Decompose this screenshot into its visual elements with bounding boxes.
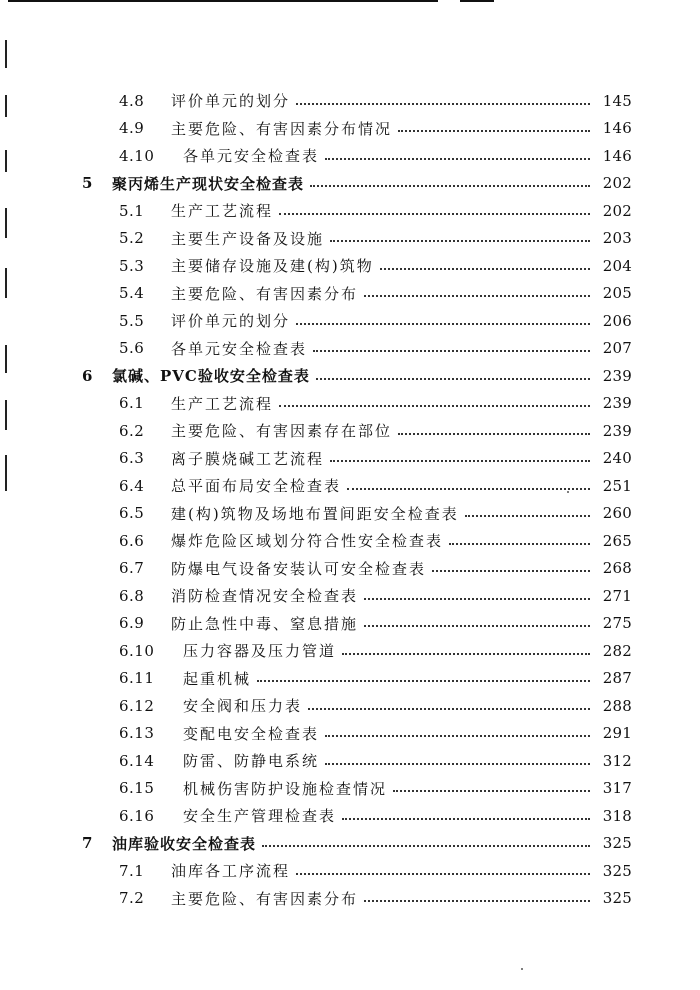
toc-title: 氯碱、PVC验收安全检查表 — [112, 367, 310, 385]
toc-page-number: 288 — [602, 696, 632, 715]
toc-page-number: 207 — [602, 339, 632, 357]
toc-chapter-row[interactable] — [82, 362, 632, 389]
toc-number: 6.15 — [119, 779, 155, 797]
toc-page-number: 206 — [602, 311, 632, 330]
toc-section-row[interactable] — [119, 637, 632, 664]
dot-leader — [308, 708, 590, 710]
toc-page-number: 325 — [602, 834, 632, 852]
toc-section-row[interactable] — [119, 775, 632, 802]
toc-section-row[interactable] — [119, 747, 632, 774]
toc-section-row[interactable] — [119, 307, 632, 334]
toc-page-number: 146 — [602, 146, 632, 165]
toc-section-row[interactable] — [119, 582, 632, 609]
toc-number: 6.6 — [119, 531, 145, 550]
top-rule — [8, 0, 438, 2]
dot-leader — [364, 295, 590, 297]
top-rule-short — [460, 0, 494, 2]
dot-leader — [364, 625, 590, 627]
dot-leader — [310, 185, 590, 187]
dot-leader — [465, 515, 590, 517]
toc-section-row[interactable] — [119, 115, 632, 142]
dot-leader — [432, 570, 590, 572]
toc-title: 油库各工序流程 — [171, 862, 291, 880]
toc-title: 防爆电气设备安装认可安全检查表 — [171, 559, 427, 578]
toc-page-number: 312 — [602, 751, 632, 770]
toc-number: 6.4 — [119, 476, 145, 495]
toc-page-number: 265 — [602, 531, 632, 550]
toc-section-row[interactable] — [119, 280, 632, 307]
toc-title: 爆炸危险区域划分符合性安全检查表 — [171, 532, 444, 550]
dot-leader — [325, 763, 590, 765]
toc-number: 6.16 — [119, 806, 155, 825]
toc-title: 安全生产管理检查表 — [183, 807, 337, 825]
toc-number: 6.13 — [119, 724, 155, 742]
toc-section-row[interactable] — [119, 527, 632, 554]
toc-section-row[interactable] — [119, 225, 632, 252]
margin-bar — [5, 150, 7, 172]
toc-page-number: 205 — [602, 284, 632, 302]
toc-number: 7 — [82, 834, 93, 852]
toc-section-row[interactable] — [119, 692, 632, 719]
toc-page-number: 240 — [602, 449, 632, 467]
toc-number: 5.5 — [119, 311, 145, 330]
toc-page-number: 145 — [602, 91, 632, 110]
toc-title: 离子膜烧碱工艺流程 — [171, 449, 325, 468]
toc-section-row[interactable] — [119, 472, 632, 499]
toc-title: 各单元安全检查表 — [171, 339, 308, 358]
toc-number: 6.10 — [119, 641, 155, 660]
toc-number: 7.2 — [119, 889, 145, 907]
dot-leader — [296, 873, 590, 875]
toc-section-row[interactable] — [119, 142, 632, 169]
toc-number: 5 — [82, 174, 93, 192]
toc-number: 6.11 — [119, 669, 155, 687]
dot-leader — [296, 103, 590, 105]
toc-title: 主要危险、有害因素存在部位 — [171, 422, 393, 440]
toc-number: 5.1 — [119, 201, 145, 220]
toc-section-row[interactable] — [119, 885, 632, 912]
toc-number: 5.2 — [119, 229, 145, 247]
margin-bar — [5, 455, 7, 491]
toc-title: 建(构)筑物及场地布置间距安全检查表 — [171, 504, 459, 523]
margin-bar — [5, 268, 7, 298]
toc-section-row[interactable] — [119, 335, 632, 362]
dot-leader — [347, 488, 590, 490]
toc-section-row[interactable] — [119, 197, 632, 224]
toc-title: 生产工艺流程 — [171, 394, 274, 413]
toc-section-row[interactable] — [119, 445, 632, 472]
toc-number: 4.10 — [119, 146, 155, 165]
toc-page-number: 202 — [602, 174, 632, 192]
toc-number: 5.3 — [119, 256, 145, 275]
toc-title: 评价单元的划分 — [171, 312, 291, 330]
toc-page-number: 282 — [602, 641, 632, 660]
toc-section-row[interactable] — [119, 417, 632, 444]
toc-page-number: 325 — [602, 861, 632, 880]
dot-leader — [316, 378, 590, 380]
toc-page-number: 202 — [602, 201, 632, 220]
dot-leader — [449, 543, 590, 545]
toc-page-number: 271 — [602, 586, 632, 605]
toc-title: 油库验收安全检查表 — [112, 834, 257, 853]
toc-page-number: 260 — [602, 504, 632, 522]
toc-number: 6.14 — [119, 751, 155, 770]
dot-leader — [325, 735, 590, 737]
toc-page-number: 275 — [602, 614, 632, 632]
margin-bar — [5, 400, 7, 430]
toc-page-number: 318 — [602, 806, 632, 825]
toc-title: 主要危险、有害因素分布 — [171, 284, 359, 303]
toc-page-number: 317 — [602, 779, 632, 797]
margin-bar — [5, 208, 7, 238]
toc-title: 防止急性中毒、窒息措施 — [171, 614, 359, 633]
dot-leader — [364, 598, 590, 600]
toc-title: 压力容器及压力管道 — [183, 642, 337, 660]
toc-number: 7.1 — [119, 861, 145, 880]
dot-leader — [380, 268, 590, 270]
toc-title: 主要生产设备及设施 — [171, 229, 325, 248]
dot-leader — [325, 158, 590, 160]
toc-number: 6.2 — [119, 421, 145, 440]
toc-title: 主要危险、有害因素分布 — [171, 889, 359, 908]
toc-number: 6.8 — [119, 586, 145, 605]
toc-title: 主要危险、有害因素分布情况 — [171, 119, 393, 138]
toc-section-row[interactable] — [119, 610, 632, 637]
toc-page-number: 239 — [602, 366, 632, 385]
toc-title: 安全阀和压力表 — [183, 697, 303, 715]
toc-page-number: 204 — [602, 256, 632, 275]
toc-section-row[interactable] — [119, 720, 632, 747]
toc-title: 聚丙烯生产现状安全检查表 — [112, 174, 305, 193]
dot-leader — [398, 130, 590, 132]
toc-title: 生产工艺流程 — [171, 202, 274, 220]
dot-leader — [342, 818, 590, 820]
toc-section-row[interactable] — [119, 665, 632, 692]
toc-page-number: 287 — [602, 669, 632, 687]
dot-leader — [296, 323, 590, 325]
toc-number: 6.7 — [119, 559, 145, 577]
toc-section-row[interactable] — [119, 857, 632, 884]
toc-page-number: 239 — [602, 421, 632, 440]
toc-page-number: 146 — [602, 119, 632, 137]
toc-number: 6.5 — [119, 504, 145, 522]
toc-chapter-row[interactable] — [82, 170, 632, 197]
toc-number: 4.8 — [119, 91, 145, 110]
toc-title: 各单元安全检查表 — [183, 147, 320, 165]
toc-section-row[interactable] — [119, 252, 632, 279]
toc-page-number: 268 — [602, 559, 632, 577]
toc-title: 防雷、防静电系统 — [183, 752, 320, 770]
toc-page-number: 251 — [602, 476, 632, 495]
toc-number: 6.1 — [119, 394, 145, 412]
toc-number: 4.9 — [119, 119, 145, 137]
dot-leader — [393, 790, 590, 792]
toc-title: 评价单元的划分 — [171, 92, 291, 110]
toc-title: 起重机械 — [183, 669, 252, 688]
scan-speck — [521, 968, 523, 970]
dot-leader — [262, 845, 590, 847]
toc-number: 6.12 — [119, 696, 155, 715]
toc-page-number: 203 — [602, 229, 632, 247]
toc-page-number: 291 — [602, 724, 632, 742]
margin-bar — [5, 345, 7, 373]
dot-leader — [342, 653, 590, 655]
dot-leader — [398, 433, 590, 435]
toc-section-row[interactable] — [119, 390, 632, 417]
dot-leader — [330, 460, 590, 462]
toc-title: 消防检查情况安全检查表 — [171, 587, 359, 605]
toc-number: 6 — [82, 366, 93, 385]
dot-leader — [364, 900, 590, 902]
toc-section-row[interactable] — [119, 802, 632, 829]
dot-leader — [313, 350, 590, 352]
toc-number: 5.6 — [119, 339, 145, 357]
toc-section-row[interactable] — [119, 555, 632, 582]
margin-bar — [5, 40, 7, 68]
toc-section-row[interactable] — [119, 87, 632, 114]
toc-number: 5.4 — [119, 284, 145, 302]
toc-page-number: 325 — [602, 889, 632, 907]
dot-leader — [257, 680, 590, 682]
dot-leader — [279, 213, 590, 215]
dot-leader — [279, 405, 590, 407]
toc-title: 变配电安全检查表 — [183, 724, 320, 743]
margin-bar — [5, 95, 7, 117]
dot-leader — [330, 240, 590, 242]
toc-number: 6.3 — [119, 449, 145, 467]
toc-number: 6.9 — [119, 614, 145, 632]
toc-title: 机械伤害防护设施检查情况 — [183, 779, 388, 798]
toc-section-row[interactable] — [119, 500, 632, 527]
toc-title: 主要储存设施及建(构)筑物 — [171, 257, 374, 275]
toc-chapter-row[interactable] — [82, 830, 632, 857]
toc-page-number: 239 — [602, 394, 632, 412]
toc-title: 总平面布局安全检查表 — [171, 477, 342, 495]
